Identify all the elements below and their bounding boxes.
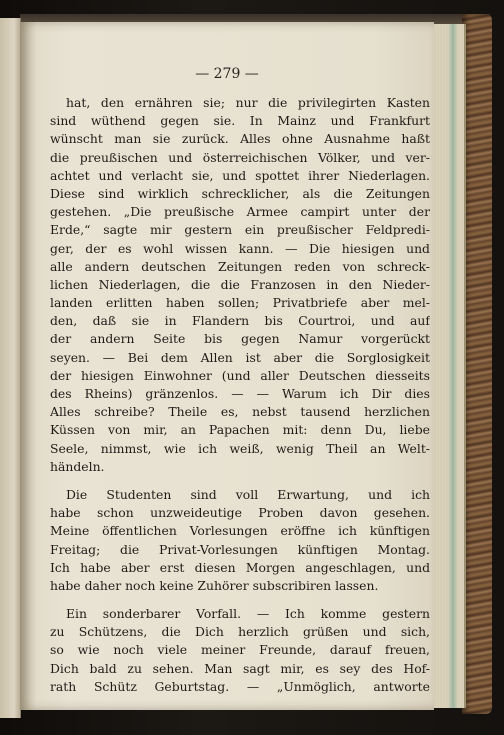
text-line: Seele, nimmst, wie ich weiß, wenig Theil an Welt- bbox=[50, 440, 430, 456]
text-line: habe daher noch keine Zuhörer subscribiren lassen. bbox=[50, 577, 379, 593]
left-page-edge bbox=[0, 18, 21, 718]
text-line: landen erlitten haben sollen; Privatbriefe aber mel- bbox=[50, 295, 430, 311]
text-line: die preußischen und österreichischen Völker, und ver- bbox=[50, 149, 430, 165]
text-line: ger, der es wohl wissen kann. — Die hiesigen und bbox=[50, 240, 430, 256]
text-line: der hiesigen Einwohner (und aller Deutschen diesseits bbox=[50, 367, 430, 383]
book-page bbox=[20, 22, 434, 710]
text-line: lichen Niederlagen, die die Franzosen in den Nieder- bbox=[50, 276, 430, 292]
text-line: des Rheins) gränzenlos. — — Warum ich Dir dies bbox=[50, 386, 430, 401]
text-line: Küssen von mir, an Papachen mit: denn Du, liebe bbox=[50, 422, 430, 438]
text-line: hat, den ernähren sie; nur die privilegirten Kasten bbox=[66, 95, 430, 110]
text-line: zu Schützens, die Dich herzlich grüßen und sich, bbox=[50, 624, 430, 640]
page-number: — 279 — bbox=[195, 66, 259, 82]
page-edges-tint bbox=[448, 24, 458, 708]
page-text bbox=[50, 94, 430, 696]
text-line: sind wüthend gegen sie. In Mainz und Frankfurt bbox=[50, 113, 430, 129]
text-line: gestehen. „Die preußische Armee campirt unter der bbox=[50, 204, 430, 220]
paragraph-gap bbox=[50, 595, 430, 605]
text-line: wünscht man sie zurück. Alles ohne Ausnahme haßt bbox=[50, 131, 430, 147]
text-line: rath Schütz Geburtstag. — „Unmöglich, antworte bbox=[50, 678, 430, 694]
paragraph-gap bbox=[50, 476, 430, 486]
text-line: Freitag; die Privat-Vorlesungen künftigen Montag. bbox=[50, 541, 430, 557]
text-line: alle andern deutschen Zeitungen reden von schreck- bbox=[50, 258, 430, 274]
text-line: Die Studenten sind voll Erwartung, und ich bbox=[66, 486, 430, 502]
text-line: den, daß sie in Flandern bis Courtroi, und auf bbox=[50, 313, 430, 329]
text-line: Dich bald zu sehen. Man sagt mir, es sey des Hof- bbox=[50, 660, 430, 676]
text-line: achtet und verlacht sie, und spottet ihrer Niederlagen. bbox=[50, 167, 430, 183]
text-line: habe schon unzweideutige Proben davon gesehen. bbox=[50, 505, 430, 521]
text-line: der andern Seite bis gegen Namur vorgerückt bbox=[50, 331, 430, 347]
text-line: Erde,“ sagte mir gestern ein preußischer Feldpredi- bbox=[50, 222, 430, 238]
text-line: Ich habe aber erst diesen Morgen angeschlagen, und bbox=[50, 559, 430, 575]
text-line: Alles schreibe? Theile es, nebst tausend herzlichen bbox=[50, 404, 430, 420]
text-line: Meine öffentlichen Vorlesungen eröffne ich künftigen bbox=[50, 523, 430, 539]
text-line: seyen. — Bei dem Allen ist aber die Sorglosigkeit bbox=[50, 349, 430, 365]
marbled-cover bbox=[462, 14, 492, 714]
text-line: Ein sonderbarer Vorfall. — Ich komme gestern bbox=[66, 606, 430, 622]
text-line: Diese sind wirklich schrecklicher, als die Zeitungen bbox=[50, 185, 430, 201]
text-line: händeln. bbox=[50, 458, 105, 474]
text-line: so wie noch viele meiner Freunde, darauf freuen, bbox=[50, 642, 430, 658]
